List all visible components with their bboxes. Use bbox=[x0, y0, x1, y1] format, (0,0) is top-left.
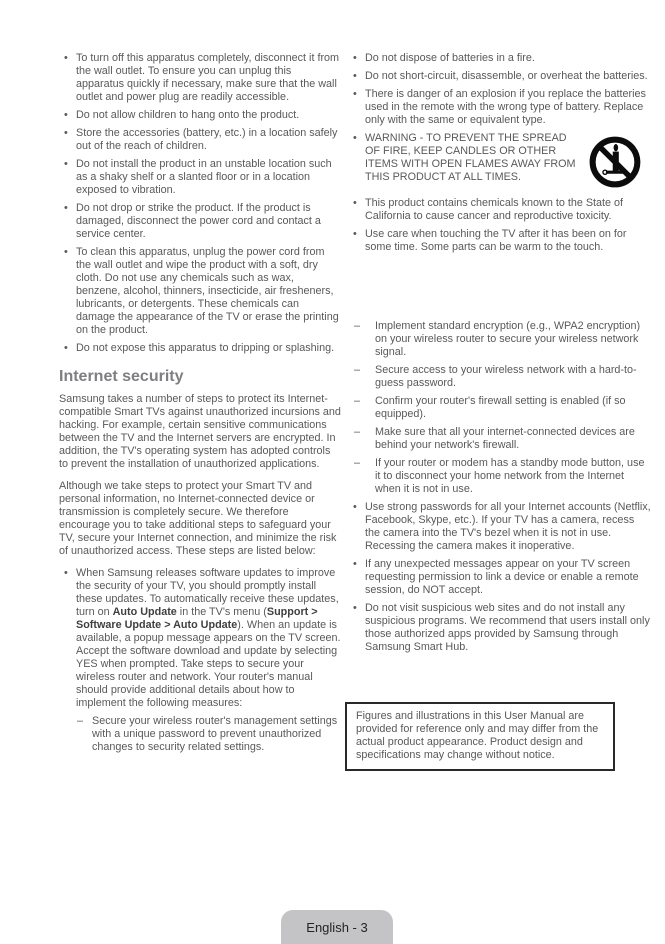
left-column bbox=[59, 52, 341, 771]
paragraph: Samsung takes a number of steps to protect its Internet-compatible Smart TVs against unauthorized incursions and hacking. For example, certain sensitive communications between the TV and the Internet servers are encrypted. In addition, the TV's operating system has adopted controls to prevent the installation of unauthorized applications. bbox=[59, 393, 341, 470]
list-item: • To clean this apparatus, unplug the power cord from the wall outlet and wipe the product with a soft, dry cloth. Do not use any chemicals such as wax, benzene, alcohol, thinners, insecticide, air fresheners, lubricants, or detergents. These chemicals can damage the appearance of the TV or erase the printing on the product. bbox=[59, 246, 341, 337]
list-item: • If any unexpected messages appear on your TV screen requesting permission to link a device or enable a remote session, do NOT accept. bbox=[348, 558, 651, 597]
note-box bbox=[345, 702, 615, 771]
security-list-right bbox=[348, 501, 651, 654]
list-item: • There is danger of an explosion if you replace the batteries used in the remote with the wrong type of battery. Replace only with the same or equivalent type. bbox=[348, 88, 651, 127]
safety-list-left bbox=[59, 52, 341, 355]
list-item: – Make sure that all your internet-connected devices are behind your network's firewall. bbox=[348, 426, 651, 452]
list-item-text: When Samsung releases software updates to improve the security of your TV, you should promptly install these updates. To automatically receive these updates, turn on bbox=[76, 567, 339, 618]
list-item: • Do not allow children to hang onto the product. bbox=[59, 109, 341, 122]
list-item: • Do not visit suspicious web sites and do not install any suspicious programs. We recommend that users install only those authorized apps provided by Samsung through Samsung Smart Hub. bbox=[348, 602, 651, 654]
list-item: • Do not short-circuit, disassemble, or overheat the batteries. bbox=[348, 70, 651, 83]
warning-text: • WARNING - TO PREVENT THE SPREAD OF FIRE, KEEP CANDLES OR OTHER ITEMS WITH OPEN FLAMES AWAY FROM THIS PRODUCT AT ALL TIMES. bbox=[365, 132, 576, 183]
list-item: • Do not install the product in an unstable location such as a shaky shelf or a slanted floor or in a location exposed to vibration. bbox=[59, 158, 341, 197]
list-item: • This product contains chemicals known to the State of California to cause cancer and reproductive toxicity. bbox=[348, 197, 651, 223]
list-item-text: in the TV's menu ( bbox=[176, 606, 267, 618]
section-heading-internet-security: Internet security bbox=[59, 368, 184, 385]
page-number-tab bbox=[281, 910, 393, 944]
menu-path-bold: Auto Update bbox=[112, 606, 177, 618]
list-item: – Implement standard encryption (e.g., WPA2 encryption) on your wireless router to secure your wireless network signal. bbox=[348, 320, 651, 359]
list-item-text: ). When an update is available, a popup message appears on the TV screen. Accept the software download and update by selecting YES when prompted. Take steps to secure your wireless router and network. Your router's manual should provide additional details about how to implement the following measures: bbox=[76, 619, 341, 709]
list-item: • Use care when touching the TV after it has been on for some time. Some parts can be warm to the touch. bbox=[348, 228, 651, 254]
list-item bbox=[59, 567, 341, 710]
update-steps-list bbox=[59, 567, 341, 710]
list-item: – Secure your wireless router's management settings with a unique password to prevent unauthorized changes to security related settings. bbox=[59, 715, 341, 754]
right-column bbox=[348, 52, 651, 771]
list-item: • Store the accessories (battery, etc.) in a location safely out of the reach of children. bbox=[59, 127, 341, 153]
no-open-flames-icon bbox=[589, 136, 641, 192]
list-item: • Use strong passwords for all your Internet accounts (Netflix, Facebook, Skype, etc.). If your TV has a camera, recess the camera into the TV's bezel when it is not in use. Recessing the camera makes it inoperative. bbox=[348, 501, 651, 553]
list-item: – Confirm your router's firewall setting is enabled (if so equipped). bbox=[348, 395, 651, 421]
menu-path-bold: Support > Software Update > Auto Update bbox=[76, 606, 318, 631]
page-number-label: English - 3 bbox=[306, 919, 368, 935]
warning-item bbox=[348, 132, 651, 192]
list-item: • To turn off this apparatus completely, disconnect it from the wall outlet. To ensure you can unplug this apparatus quickly if necessary, make sure that the wall outlet and power plug are readily accessible. bbox=[59, 52, 341, 104]
router-sub-list-left bbox=[59, 715, 341, 754]
safety-list-right bbox=[348, 52, 651, 254]
list-item: • Do not expose this apparatus to dripping or splashing. bbox=[59, 342, 341, 355]
note-text: Figures and illustrations in this User Manual are provided for reference only and may differ from the actual product appearance. Product design and specifications may change without notice. bbox=[356, 710, 599, 761]
list-item: • Do not dispose of batteries in a fire. bbox=[348, 52, 651, 65]
router-sub-list-right bbox=[348, 320, 651, 496]
list-item: – Secure access to your wireless network with a hard-to-guess password. bbox=[348, 364, 651, 390]
list-item: – If your router or modem has a standby mode button, use it to disconnect your home network from the Internet when it is not in use. bbox=[348, 457, 651, 496]
list-item: • Do not drop or strike the product. If the product is damaged, disconnect the power cord and contact a service center. bbox=[59, 202, 341, 241]
paragraph: Although we take steps to protect your Smart TV and personal information, no Internet-connected device or transmission is completely secure. We therefore encourage you to take additional steps to safeguard your TV, secure your Internet connection, and minimize the risk of unauthorized access. These steps are listed below: bbox=[59, 480, 337, 557]
